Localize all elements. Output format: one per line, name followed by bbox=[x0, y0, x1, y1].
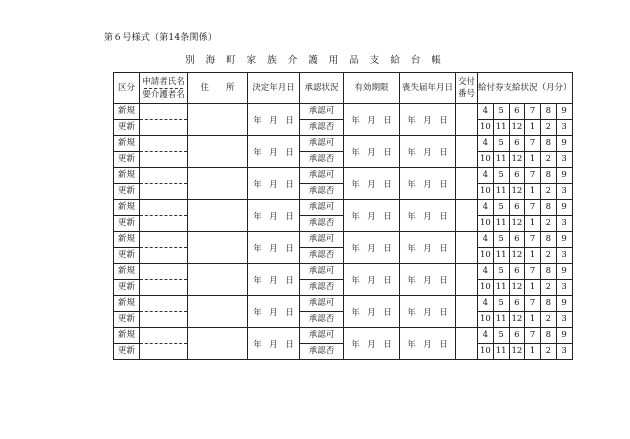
address-field[interactable] bbox=[188, 264, 248, 296]
care-recipient-name-field[interactable] bbox=[140, 344, 188, 360]
voucher-month-cell[interactable]: 4 bbox=[478, 168, 494, 184]
record-row-renew bbox=[114, 216, 573, 232]
voucher-month-cell[interactable]: 2 bbox=[541, 344, 557, 360]
approval-denied-option[interactable]: 承認否 bbox=[300, 280, 344, 296]
voucher-month-cell[interactable]: 9 bbox=[556, 104, 572, 120]
disqualification-date-field[interactable]: 年 月 日 bbox=[400, 264, 456, 296]
category-renew-label: 更新 bbox=[114, 184, 140, 200]
voucher-month-cell[interactable]: 7 bbox=[525, 296, 541, 312]
address-field[interactable] bbox=[188, 200, 248, 232]
voucher-month-cell[interactable]: 1 bbox=[525, 248, 541, 264]
voucher-month-cell[interactable]: 2 bbox=[541, 248, 557, 264]
voucher-month-cell[interactable]: 10 bbox=[478, 216, 494, 232]
voucher-month-cell[interactable]: 9 bbox=[556, 136, 572, 152]
voucher-month-cell[interactable]: 6 bbox=[509, 168, 525, 184]
disqualification-date-field[interactable]: 年 月 日 bbox=[400, 328, 456, 360]
voucher-month-cell[interactable]: 4 bbox=[478, 296, 494, 312]
voucher-month-cell[interactable]: 3 bbox=[556, 344, 572, 360]
approval-approved-option[interactable]: 承認可 bbox=[300, 168, 344, 184]
voucher-month-cell[interactable]: 11 bbox=[493, 280, 509, 296]
category-new-label: 新規 bbox=[114, 136, 140, 152]
voucher-month-cell[interactable]: 10 bbox=[478, 312, 494, 328]
voucher-month-cell[interactable]: 8 bbox=[541, 328, 557, 344]
care-recipient-name-field[interactable] bbox=[140, 152, 188, 168]
voucher-month-cell[interactable]: 5 bbox=[493, 136, 509, 152]
validity-period-field[interactable]: 年 月 日 bbox=[344, 136, 400, 168]
header-names bbox=[140, 73, 188, 104]
validity-period-field[interactable]: 年 月 日 bbox=[344, 296, 400, 328]
approval-approved-option[interactable]: 承認可 bbox=[300, 328, 344, 344]
record-row bbox=[114, 296, 573, 312]
voucher-month-cell[interactable]: 2 bbox=[541, 216, 557, 232]
voucher-month-cell[interactable]: 10 bbox=[478, 184, 494, 200]
record-row bbox=[114, 328, 573, 344]
voucher-month-cell[interactable]: 1 bbox=[525, 152, 541, 168]
decision-date-field[interactable]: 年 月 日 bbox=[248, 200, 300, 232]
form-number: 第６号様式（第14条関係） bbox=[104, 33, 218, 43]
validity-period-field[interactable]: 年 月 日 bbox=[344, 168, 400, 200]
care-recipient-name-field[interactable] bbox=[140, 280, 188, 296]
issue-number-field[interactable] bbox=[456, 168, 478, 200]
voucher-month-cell[interactable]: 5 bbox=[493, 296, 509, 312]
disqualification-date-field[interactable]: 年 月 日 bbox=[400, 168, 456, 200]
record-row bbox=[114, 136, 573, 152]
voucher-month-cell[interactable]: 9 bbox=[556, 328, 572, 344]
voucher-month-cell[interactable]: 5 bbox=[493, 168, 509, 184]
record-row-renew bbox=[114, 120, 573, 136]
approval-denied-option[interactable]: 承認否 bbox=[300, 248, 344, 264]
approval-approved-option[interactable]: 承認可 bbox=[300, 104, 344, 120]
care-recipient-name-field[interactable] bbox=[140, 216, 188, 232]
voucher-month-cell[interactable]: 7 bbox=[525, 200, 541, 216]
voucher-month-cell[interactable]: 2 bbox=[541, 280, 557, 296]
header-address: 住 所 bbox=[188, 73, 248, 104]
record-row-renew bbox=[114, 248, 573, 264]
header-category: 区分 bbox=[114, 73, 140, 104]
voucher-month-cell[interactable]: 5 bbox=[493, 264, 509, 280]
voucher-month-cell[interactable]: 7 bbox=[525, 232, 541, 248]
header-issue-number: 交付 番号 bbox=[456, 73, 478, 104]
address-field[interactable] bbox=[188, 232, 248, 264]
voucher-month-cell[interactable]: 7 bbox=[525, 264, 541, 280]
issue-number-field[interactable] bbox=[456, 232, 478, 264]
record-row-renew bbox=[114, 280, 573, 296]
voucher-month-cell[interactable]: 2 bbox=[541, 312, 557, 328]
voucher-month-cell[interactable]: 11 bbox=[493, 152, 509, 168]
header-row bbox=[114, 73, 573, 104]
record-row-renew bbox=[114, 152, 573, 168]
voucher-month-cell[interactable]: 4 bbox=[478, 328, 494, 344]
voucher-month-cell[interactable]: 8 bbox=[541, 296, 557, 312]
header-care-recipient: 要介護者名 bbox=[142, 89, 185, 100]
decision-date-field[interactable]: 年 月 日 bbox=[248, 168, 300, 200]
applicant-name-field[interactable] bbox=[140, 264, 188, 280]
care-recipient-name-field[interactable] bbox=[140, 120, 188, 136]
voucher-month-cell[interactable]: 1 bbox=[525, 312, 541, 328]
voucher-month-cell[interactable]: 9 bbox=[556, 296, 572, 312]
category-new-label: 新規 bbox=[114, 168, 140, 184]
voucher-month-cell[interactable]: 4 bbox=[478, 136, 494, 152]
voucher-month-cell[interactable]: 1 bbox=[525, 344, 541, 360]
category-renew-label: 更新 bbox=[114, 152, 140, 168]
record-row-renew bbox=[114, 184, 573, 200]
address-field[interactable] bbox=[188, 296, 248, 328]
approval-approved-option[interactable]: 承認可 bbox=[300, 232, 344, 248]
validity-period-field[interactable]: 年 月 日 bbox=[344, 232, 400, 264]
record-row bbox=[114, 168, 573, 184]
decision-date-field[interactable]: 年 月 日 bbox=[248, 104, 300, 136]
voucher-month-cell[interactable]: 8 bbox=[541, 232, 557, 248]
voucher-month-cell[interactable]: 12 bbox=[509, 216, 525, 232]
voucher-month-cell[interactable]: 6 bbox=[509, 328, 525, 344]
voucher-month-cell[interactable]: 4 bbox=[478, 232, 494, 248]
approval-approved-option[interactable]: 承認可 bbox=[300, 264, 344, 280]
record-row-renew bbox=[114, 344, 573, 360]
approval-denied-option[interactable]: 承認否 bbox=[300, 120, 344, 136]
record-row bbox=[114, 232, 573, 248]
voucher-month-cell[interactable]: 10 bbox=[478, 248, 494, 264]
voucher-month-cell[interactable]: 8 bbox=[541, 264, 557, 280]
approval-denied-option[interactable]: 承認否 bbox=[300, 184, 344, 200]
voucher-month-cell[interactable]: 12 bbox=[509, 120, 525, 136]
voucher-month-cell[interactable]: 8 bbox=[541, 136, 557, 152]
voucher-month-cell[interactable]: 3 bbox=[556, 184, 572, 200]
voucher-month-cell[interactable]: 3 bbox=[556, 248, 572, 264]
ledger-title: 別 海 町 家 族 介 護 用 品 支 給 台 帳 bbox=[185, 55, 445, 66]
voucher-month-cell[interactable]: 7 bbox=[525, 104, 541, 120]
category-new-label: 新規 bbox=[114, 200, 140, 216]
voucher-month-cell[interactable]: 5 bbox=[493, 104, 509, 120]
category-new-label: 新規 bbox=[114, 328, 140, 344]
applicant-name-field[interactable] bbox=[140, 328, 188, 344]
voucher-month-cell[interactable]: 6 bbox=[509, 104, 525, 120]
voucher-month-cell[interactable]: 3 bbox=[556, 152, 572, 168]
voucher-month-cell[interactable]: 11 bbox=[493, 216, 509, 232]
validity-period-field[interactable]: 年 月 日 bbox=[344, 104, 400, 136]
header-decision-date: 決定年月日 bbox=[248, 73, 300, 104]
approval-approved-option[interactable]: 承認可 bbox=[300, 200, 344, 216]
category-new-label: 新規 bbox=[114, 104, 140, 120]
applicant-name-field[interactable] bbox=[140, 232, 188, 248]
approval-denied-option[interactable]: 承認否 bbox=[300, 152, 344, 168]
voucher-month-cell[interactable]: 8 bbox=[541, 200, 557, 216]
record-row-renew bbox=[114, 312, 573, 328]
validity-period-field[interactable]: 年 月 日 bbox=[344, 200, 400, 232]
decision-date-field[interactable]: 年 月 日 bbox=[248, 296, 300, 328]
decision-date-field[interactable]: 年 月 日 bbox=[248, 328, 300, 360]
voucher-month-cell[interactable]: 1 bbox=[525, 280, 541, 296]
voucher-month-cell[interactable]: 10 bbox=[478, 344, 494, 360]
address-field[interactable] bbox=[188, 168, 248, 200]
voucher-month-cell[interactable]: 4 bbox=[478, 200, 494, 216]
care-recipient-name-field[interactable] bbox=[140, 312, 188, 328]
category-new-label: 新規 bbox=[114, 232, 140, 248]
category-renew-label: 更新 bbox=[114, 120, 140, 136]
voucher-month-cell[interactable]: 7 bbox=[525, 328, 541, 344]
voucher-month-cell[interactable]: 6 bbox=[509, 232, 525, 248]
voucher-month-cell[interactable]: 9 bbox=[556, 168, 572, 184]
voucher-month-cell[interactable]: 12 bbox=[509, 312, 525, 328]
voucher-month-cell[interactable]: 2 bbox=[541, 184, 557, 200]
voucher-month-cell[interactable]: 5 bbox=[493, 232, 509, 248]
voucher-month-cell[interactable]: 10 bbox=[478, 152, 494, 168]
issue-number-field[interactable] bbox=[456, 200, 478, 232]
voucher-month-cell[interactable]: 1 bbox=[525, 216, 541, 232]
voucher-month-cell[interactable]: 6 bbox=[509, 136, 525, 152]
category-renew-label: 更新 bbox=[114, 280, 140, 296]
voucher-month-cell[interactable]: 5 bbox=[493, 200, 509, 216]
voucher-month-cell[interactable]: 6 bbox=[509, 264, 525, 280]
header-validity-period: 有効期限 bbox=[344, 73, 400, 104]
issue-number-field[interactable] bbox=[456, 264, 478, 296]
issue-number-field[interactable] bbox=[456, 136, 478, 168]
care-recipient-name-field[interactable] bbox=[140, 248, 188, 264]
issue-number-field[interactable] bbox=[456, 328, 478, 360]
address-field[interactable] bbox=[188, 104, 248, 136]
decision-date-field[interactable]: 年 月 日 bbox=[248, 264, 300, 296]
voucher-month-cell[interactable]: 12 bbox=[509, 184, 525, 200]
voucher-month-cell[interactable]: 10 bbox=[478, 120, 494, 136]
applicant-name-field[interactable] bbox=[140, 200, 188, 216]
ledger-body bbox=[114, 104, 573, 360]
record-row bbox=[114, 200, 573, 216]
disqualification-date-field[interactable]: 年 月 日 bbox=[400, 296, 456, 328]
disqualification-date-field[interactable]: 年 月 日 bbox=[400, 200, 456, 232]
applicant-name-field[interactable] bbox=[140, 136, 188, 152]
voucher-month-cell[interactable]: 11 bbox=[493, 184, 509, 200]
voucher-month-cell[interactable]: 1 bbox=[525, 120, 541, 136]
voucher-month-cell[interactable]: 3 bbox=[556, 312, 572, 328]
voucher-month-cell[interactable]: 7 bbox=[525, 168, 541, 184]
voucher-month-cell[interactable]: 3 bbox=[556, 120, 572, 136]
voucher-month-cell[interactable]: 12 bbox=[509, 248, 525, 264]
issue-number-field[interactable] bbox=[456, 296, 478, 328]
decision-date-field[interactable]: 年 月 日 bbox=[248, 136, 300, 168]
disqualification-date-field[interactable]: 年 月 日 bbox=[400, 136, 456, 168]
ledger-table bbox=[113, 72, 573, 360]
record-row bbox=[114, 264, 573, 280]
header-applicant: 申請者氏名 bbox=[142, 76, 185, 87]
voucher-month-cell[interactable]: 6 bbox=[509, 296, 525, 312]
category-renew-label: 更新 bbox=[114, 248, 140, 264]
voucher-month-cell[interactable]: 12 bbox=[509, 280, 525, 296]
category-renew-label: 更新 bbox=[114, 312, 140, 328]
category-new-label: 新規 bbox=[114, 264, 140, 280]
applicant-name-field[interactable] bbox=[140, 296, 188, 312]
voucher-month-cell[interactable]: 11 bbox=[493, 312, 509, 328]
address-field[interactable] bbox=[188, 136, 248, 168]
disqualification-date-field[interactable]: 年 月 日 bbox=[400, 104, 456, 136]
voucher-month-cell[interactable]: 11 bbox=[493, 120, 509, 136]
voucher-month-cell[interactable]: 7 bbox=[525, 136, 541, 152]
voucher-month-cell[interactable]: 9 bbox=[556, 232, 572, 248]
care-recipient-name-field[interactable] bbox=[140, 184, 188, 200]
voucher-month-cell[interactable]: 8 bbox=[541, 168, 557, 184]
disqualification-date-field[interactable]: 年 月 日 bbox=[400, 232, 456, 264]
voucher-month-cell[interactable]: 11 bbox=[493, 248, 509, 264]
voucher-month-cell[interactable]: 12 bbox=[509, 344, 525, 360]
voucher-month-cell[interactable]: 9 bbox=[556, 200, 572, 216]
voucher-month-cell[interactable]: 5 bbox=[493, 328, 509, 344]
approval-denied-option[interactable]: 承認否 bbox=[300, 344, 344, 360]
voucher-month-cell[interactable]: 4 bbox=[478, 104, 494, 120]
category-renew-label: 更新 bbox=[114, 216, 140, 232]
validity-period-field[interactable]: 年 月 日 bbox=[344, 328, 400, 360]
voucher-month-cell[interactable]: 1 bbox=[525, 184, 541, 200]
decision-date-field[interactable]: 年 月 日 bbox=[248, 232, 300, 264]
approval-denied-option[interactable]: 承認否 bbox=[300, 216, 344, 232]
approval-approved-option[interactable]: 承認可 bbox=[300, 296, 344, 312]
record-row bbox=[114, 104, 573, 120]
header-approval-status: 承認状況 bbox=[300, 73, 344, 104]
address-field[interactable] bbox=[188, 328, 248, 360]
voucher-month-cell[interactable]: 8 bbox=[541, 104, 557, 120]
voucher-month-cell[interactable]: 2 bbox=[541, 120, 557, 136]
voucher-month-cell[interactable]: 2 bbox=[541, 152, 557, 168]
category-new-label: 新規 bbox=[114, 296, 140, 312]
voucher-month-cell[interactable]: 3 bbox=[556, 280, 572, 296]
voucher-month-cell[interactable]: 12 bbox=[509, 152, 525, 168]
category-renew-label: 更新 bbox=[114, 344, 140, 360]
voucher-month-cell[interactable]: 6 bbox=[509, 200, 525, 216]
issue-number-field[interactable] bbox=[456, 104, 478, 136]
voucher-month-cell[interactable]: 4 bbox=[478, 264, 494, 280]
approval-denied-option[interactable]: 承認否 bbox=[300, 312, 344, 328]
voucher-month-cell[interactable]: 10 bbox=[478, 280, 494, 296]
header-voucher-status: 給付券支給状況（月分） bbox=[478, 73, 573, 104]
validity-period-field[interactable]: 年 月 日 bbox=[344, 264, 400, 296]
approval-approved-option[interactable]: 承認可 bbox=[300, 136, 344, 152]
header-disqualification-date: 喪失届年月日 bbox=[400, 73, 456, 104]
voucher-month-cell[interactable]: 11 bbox=[493, 344, 509, 360]
voucher-month-cell[interactable]: 3 bbox=[556, 216, 572, 232]
applicant-name-field[interactable] bbox=[140, 168, 188, 184]
applicant-name-field[interactable] bbox=[140, 104, 188, 120]
voucher-month-cell[interactable]: 9 bbox=[556, 264, 572, 280]
